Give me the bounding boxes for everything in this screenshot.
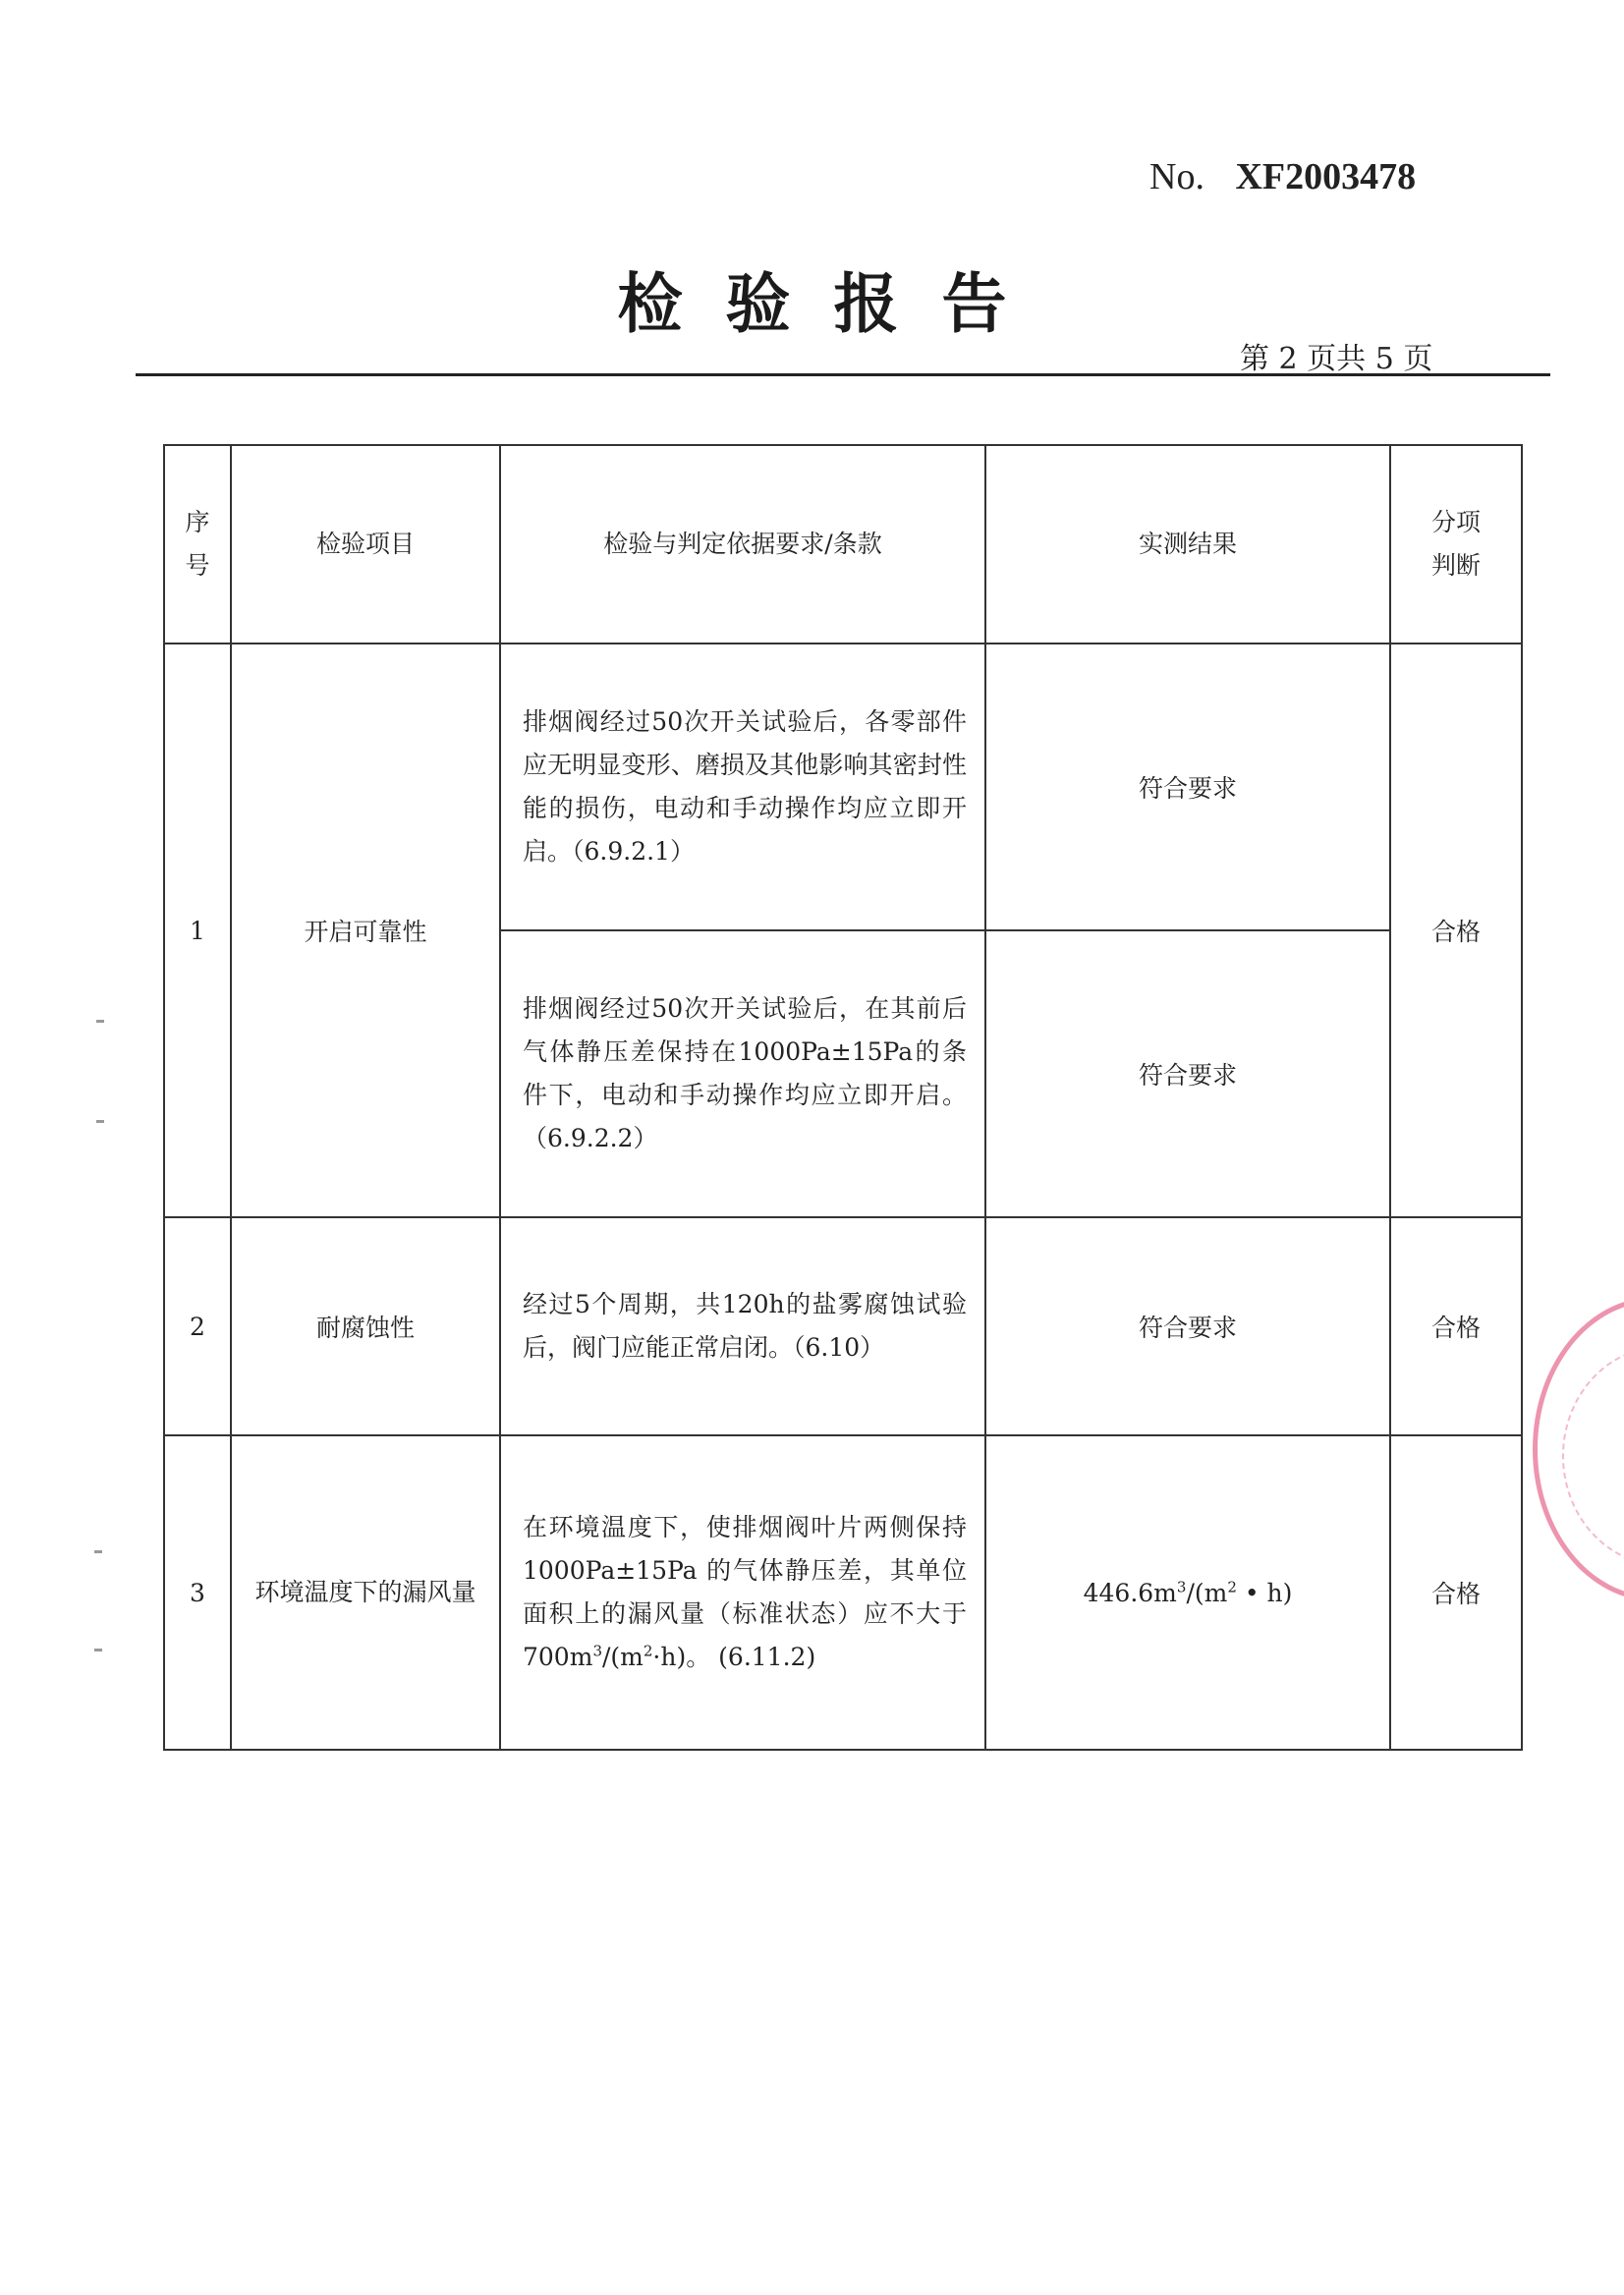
row-requirement: 排烟阀经过50次开关试验后，各零部件应无明显变形、磨损及其他影响其密封性能的损伤，电动和手动操作均应立即开启。（6.9.2.1） (500, 644, 985, 930)
row-item: 环境温度下的漏风量 (231, 1435, 500, 1750)
header-judgement: 分项判断 (1390, 445, 1522, 644)
row-requirement: 排烟阀经过50次开关试验后，在其前后气体静压差保持在1000Pa±15Pa的条件下，电动和手动操作均应立即开启。（6.9.2.2） (500, 930, 985, 1217)
report-number-label: No. (1149, 156, 1204, 197)
row-result: 符合要求 (985, 644, 1390, 930)
inspection-table (163, 444, 1523, 1751)
table-row (164, 1435, 1522, 1750)
document-title: 检验报告 (617, 265, 1050, 342)
binding-mark (94, 1649, 102, 1651)
report-number-value: XF2003478 (1235, 156, 1417, 197)
header-requirement: 检验与判定依据要求/条款 (500, 445, 985, 644)
row-seq: 1 (164, 644, 231, 1217)
row-item: 耐腐蚀性 (231, 1217, 500, 1435)
table-header-row (164, 445, 1522, 644)
row-result: 符合要求 (985, 930, 1390, 1217)
header-item: 检验项目 (231, 445, 500, 644)
row-judgement: 合格 (1390, 1435, 1522, 1750)
page-indicator: 第 2 页共 5 页 (1240, 342, 1433, 376)
header-result: 实测结果 (985, 445, 1390, 644)
table-row (164, 644, 1522, 930)
table-row (164, 1217, 1522, 1435)
header-divider (136, 373, 1550, 376)
row-seq: 2 (164, 1217, 231, 1435)
header-seq: 序号 (164, 445, 231, 644)
row-result: 符合要求 (985, 1217, 1390, 1435)
row-item: 开启可靠性 (231, 644, 500, 1217)
row-requirement: 在环境温度下，使排烟阀叶片两侧保持 1000Pa±15Pa 的气体静压差，其单位面积上的漏风量（标准状态）应不大于 $700m^3/(m^2\cdot h)$。 (6.11.2) (500, 1435, 985, 1750)
row-requirement: 经过5个周期，共120h的盐雾腐蚀试验后，阀门应能正常启闭。（6.10） (500, 1217, 985, 1435)
row-judgement: 合格 (1390, 644, 1522, 1217)
row-result: $446.6m^3/(m^2$ • h) (985, 1435, 1390, 1750)
binding-mark (96, 1120, 104, 1123)
binding-mark (96, 1020, 104, 1023)
report-number (1149, 155, 1416, 198)
row-seq: 3 (164, 1435, 231, 1750)
binding-mark (94, 1550, 102, 1553)
row-judgement: 合格 (1390, 1217, 1522, 1435)
